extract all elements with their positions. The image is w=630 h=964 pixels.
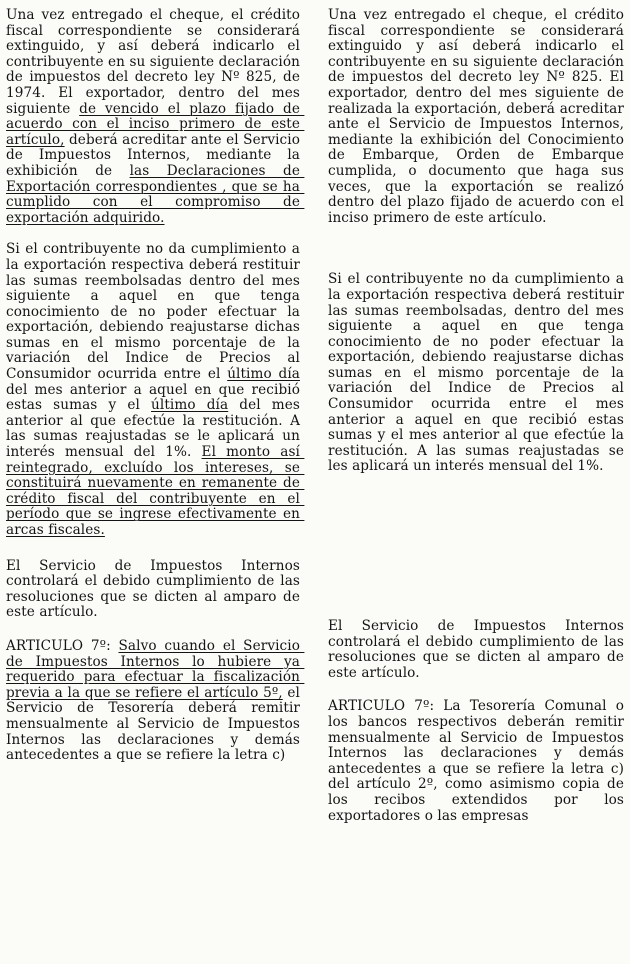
left-paragraph-4 [6,637,305,764]
left-paragraph-3: El Servicio de Impuestos Internos controlará el debido cumplimiento de las resoluciones que se dicten al amparo de este artículo. [6,557,305,621]
right-paragraph-1: Una vez entregado el cheque, el crédito fiscal correspondiente se considerará extinguido y así deberá indicarlo el contribuyente en su siguiente declaración de impuestos del decreto ley Nº 825. El exportador, dentro del mes siguiente de realizada la exportación, deberá acreditar ante el Servicio de Impuestos Internos, mediante la exhibición del Conocimiento de Embarque, Orden de Embarque cumplida, o documento que haga sus veces, que la exportación se realizó dentro del plazo fijado de acuerdo con el inciso primero de este artículo. [328,7,629,226]
left-p2-underlined-2: último día [151,397,229,414]
left-paragraph-1 [6,7,305,226]
left-p1-underlined-1: de vencido el plazo fijado de acuerdo con el inciso primero de este artículo, [6,100,305,148]
right-paragraph-2: Si el contribuyente no da cumplimiento a la exportación respectiva deberá restituir las sumas reembolsadas, dentro del mes siguiente a aquel en que tenga conocimiento de no poder efectuar la exportación, debiendo reajustarse dichas sumas en el mismo porcentaje de la variación del Indice de Precios al Consumidor ocurrida entre el mes anterior a aquel en que recibió estas sumas y el mes anterior al que efectúe la restitución. A las sumas reajustadas se les aplicará un interés mensual del 1%. [328,271,629,475]
left-p2-text-a: Si el contribuyente no da cumplimiento a la exportación respectiva deberá restituir las sumas reembolsadas dentro del mes siguiente a aquel en que tenga conocimiento de no poder efectuar la exportación, debiendo reajustarse dichas sumas en el mismo porcentaje de la variación del Indice de Precios al Consumidor ocurrida entre el [6,241,305,383]
left-p4-article-heading: ARTICULO 7º: [6,637,119,654]
left-p1-underlined-2: las Declaraciones de Exportación correspondientes , que se ha cumplido con el compromiso de exportación adquirido. [6,162,305,226]
left-p4-text-b: el Servicio de Tesorería deberá remitir mensualmente al Servicio de Impuestos Internos las declaraciones y demás antecedentes a que se refiere la letra c) [6,684,305,764]
left-p2-text-b: del mes anterior a aquel en que recibió estas sumas y el [6,366,305,414]
right-paragraph-3: El Servicio de Impuestos Internos controlará el debido cumplimiento de las resoluciones que se dicten al amparo de este artículo. [328,618,629,681]
right-paragraph-4: ARTICULO 7º: La Tesorería Comunal o los bancos respectivos deberán remitir mensualmente al Servicio de Impuestos Internos las declaraciones y demás antecedentes a que se refiere la letra c) del artículo 2º, como asimismo copia de los recibos extendidos por los exportadores o las empresas [328,698,629,824]
left-column [6,7,305,764]
left-p2-underlined-3: El monto así reintegrado, excluído los intereses, se constituirá nuevamente en remanente de crédito fiscal del contribuyente en el período que se ingrese efectivamente en arcas fiscales. [6,444,305,538]
left-p4-underlined-1: Salvo cuando el Servicio de Impuestos Internos lo hubiere ya requerido para efectuar la fiscalización previa a la que se refiere el artículo 5º, [6,637,305,701]
left-p2-underlined-1: último día [227,366,300,383]
left-paragraph-2 [6,241,305,538]
right-column [328,7,629,824]
left-p1-text-a: Una vez entregado el cheque, el crédito fiscal correspondiente se considerará extinguido, y así deberá indicarlo el contribuyente en su siguiente declaración de impuestos del decreto ley Nº 825, de 1974. El exportador, dentro del mes siguiente [6,7,305,117]
left-p2-text-c: del mes anterior al que efectúe la restitución. A las sumas reajustadas se le aplicará un interés mensual del 1%. [6,397,305,461]
left-p1-text-b: deberá acreditar ante el Servicio de Impuestos Internos, mediante la exhibición de [6,131,305,179]
